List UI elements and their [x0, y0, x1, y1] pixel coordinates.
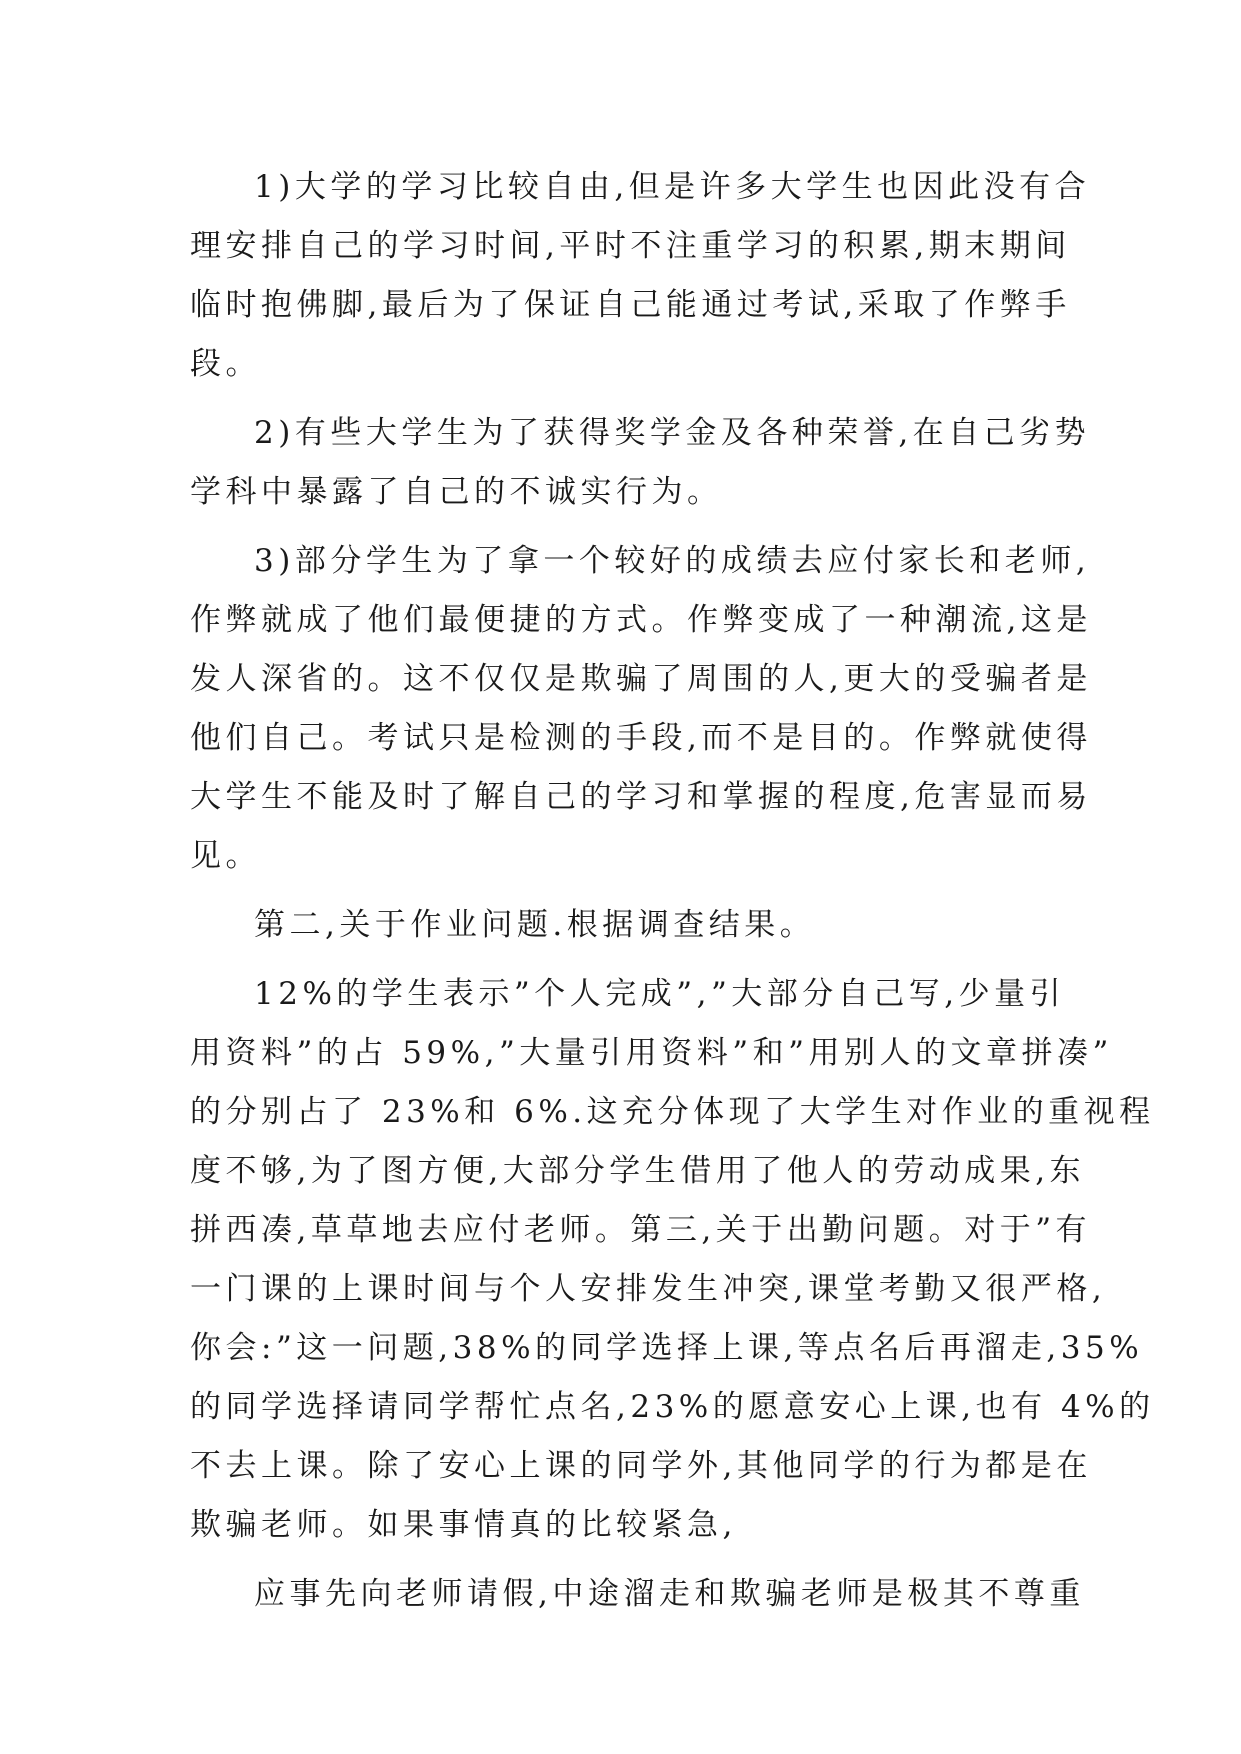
text-line: 3)部分学生为了拿一个较好的成绩去应付家长和老师, [254, 543, 1091, 579]
text-line: 你会:”这一问题,38%的同学选择上课,等点名后再溜走,35% [190, 1330, 1144, 1366]
paragraph-3 [190, 532, 1092, 886]
paragraph-4 [190, 896, 1060, 955]
text-line: 发人深省的。这不仅仅是欺骗了周围的人,更大的受骗者是 [190, 661, 1092, 697]
text-line: 作弊就成了他们最便捷的方式。作弊变成了一种潮流,这是 [190, 602, 1092, 638]
text-line: 的同学选择请同学帮忙点名,23%的愿意安心上课,也有 4%的 [190, 1389, 1155, 1425]
text-line: 他们自己。考试只是检测的手段,而不是目的。作弊就使得 [190, 720, 1092, 756]
text-line: 2)有些大学生为了获得奖学金及各种荣誉,在自己劣势 [254, 415, 1091, 451]
document-page [190, 158, 1155, 1624]
text-line: 拼西凑,草草地去应付老师。第三,关于出勤问题。对于”有 [190, 1212, 1092, 1248]
text-line: 应事先向老师请假,中途溜走和欺骗老师是极其不尊重 [254, 1576, 1085, 1612]
paragraph-1 [190, 158, 1091, 394]
text-line: 学科中暴露了自己的不诚实行为。 [190, 474, 723, 510]
paragraph-5 [190, 965, 1155, 1555]
text-line: 欺骗老师。如果事情真的比较紧急, [190, 1507, 737, 1543]
text-line: 大学生不能及时了解自己的学习和掌握的程度,危害显而易 [190, 779, 1092, 815]
text-line: 的分别占了 23%和 6%.这充分体现了大学生对作业的重视程 [190, 1094, 1155, 1130]
text-line: 不去上课。除了安心上课的同学外,其他同学的行为都是在 [190, 1448, 1092, 1484]
paragraph-6 [190, 1565, 1085, 1624]
text-line: 1)大学的学习比较自由,但是许多大学生也因此没有合 [254, 169, 1091, 205]
paragraph-2 [190, 404, 1091, 522]
text-line: 见。 [190, 838, 261, 874]
text-line: 用资料”的占 59%,”大量引用资料”和”用别人的文章拼凑” [190, 1035, 1113, 1071]
text-line: 段。 [190, 346, 261, 382]
text-line: 12%的学生表示”个人完成”,”大部分自己写,少量引 [254, 976, 1066, 1012]
text-line: 理安排自己的学习时间,平时不注重学习的积累,期末期间 [190, 228, 1071, 264]
text-line: 度不够,为了图方便,大部分学生借用了他人的劳动成果,东 [190, 1153, 1086, 1189]
text-line: 临时抱佛脚,最后为了保证自己能通过考试,采取了作弊手 [190, 287, 1071, 323]
text-line: 一门课的上课时间与个人安排发生冲突,课堂考勤又很严格, [190, 1271, 1107, 1307]
text-line: 第二,关于作业问题.根据调查结果。 [254, 907, 816, 943]
